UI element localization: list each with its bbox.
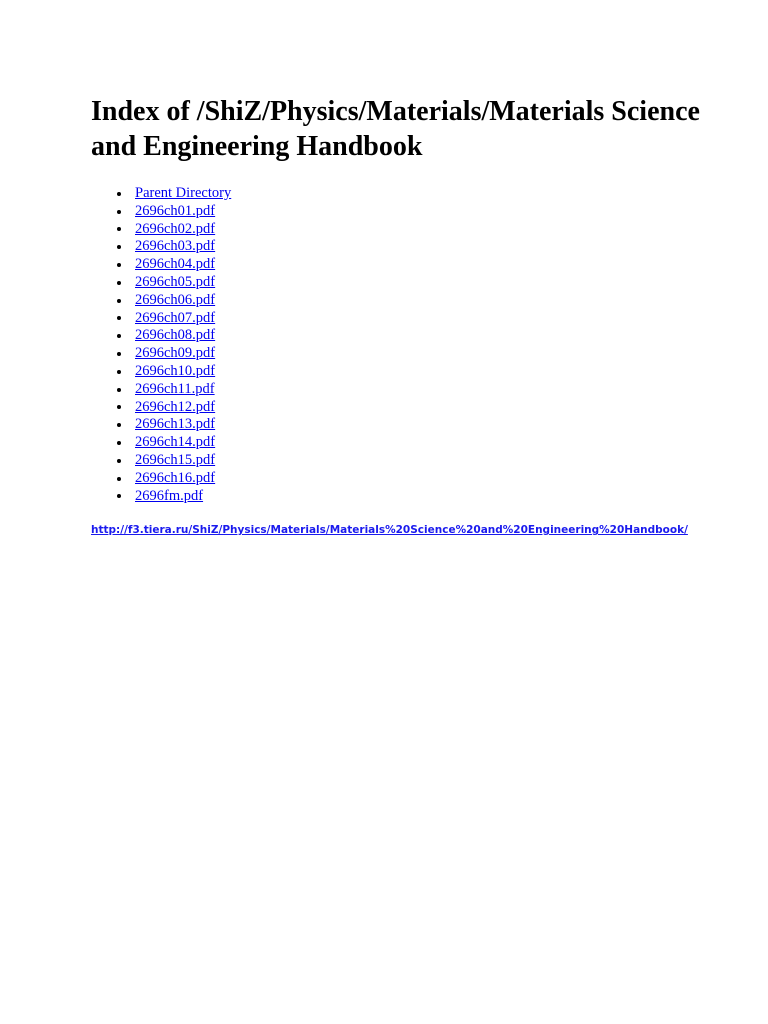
file-link[interactable]: 2696ch14.pdf: [135, 434, 216, 451]
source-url-line: [91, 523, 731, 537]
file-link[interactable]: 2696ch03.pdf: [135, 238, 216, 255]
file-link[interactable]: 2696ch04.pdf: [135, 256, 216, 273]
file-link[interactable]: 2696ch16.pdf: [135, 469, 216, 486]
list-item: [91, 292, 731, 310]
bullet-icon: [115, 363, 123, 381]
list-item: [91, 434, 731, 452]
bullet-icon: [115, 221, 123, 239]
file-link[interactable]: 2696fm.pdf: [135, 487, 204, 504]
list-item: [91, 310, 731, 328]
bullet-icon: [115, 327, 123, 345]
bullet-icon: [115, 274, 123, 292]
bullet-icon: [115, 381, 123, 399]
file-list: [91, 185, 731, 505]
directory-index-page: [91, 94, 731, 537]
bullet-icon: [115, 399, 123, 417]
list-item: [91, 416, 731, 434]
bullet-icon: [115, 434, 123, 452]
list-item: [91, 399, 731, 417]
parent-directory-link[interactable]: Parent Directory: [135, 185, 232, 201]
file-link[interactable]: 2696ch10.pdf: [135, 362, 216, 379]
list-item: [91, 185, 731, 203]
file-link[interactable]: 2696ch07.pdf: [135, 309, 216, 326]
list-item: [91, 488, 731, 506]
list-item: [91, 274, 731, 292]
page-title: Index of /ShiZ/Physics/Materials/Materials Science and Engineering Handbook: [91, 96, 700, 162]
file-link[interactable]: 2696ch13.pdf: [135, 416, 216, 433]
list-item: [91, 470, 731, 488]
bullet-icon: [115, 416, 123, 434]
file-link[interactable]: 2696ch15.pdf: [135, 451, 216, 468]
bullet-icon: [115, 185, 123, 203]
file-link[interactable]: 2696ch09.pdf: [135, 345, 216, 362]
list-item: [91, 381, 731, 399]
bullet-icon: [115, 238, 123, 256]
bullet-icon: [115, 488, 123, 506]
source-url-link[interactable]: http://f3.tiera.ru/ShiZ/Physics/Materials/Materials%20Science%20and%20Engineering%20Handbook/: [91, 524, 688, 537]
list-item: [91, 221, 731, 239]
file-link[interactable]: 2696ch12.pdf: [135, 398, 216, 415]
bullet-icon: [115, 256, 123, 274]
bullet-icon: [115, 292, 123, 310]
list-item: [91, 327, 731, 345]
file-link[interactable]: 2696ch06.pdf: [135, 291, 216, 308]
list-item: [91, 345, 731, 363]
bullet-icon: [115, 203, 123, 221]
list-item: [91, 452, 731, 470]
list-item: [91, 256, 731, 274]
list-item: [91, 238, 731, 256]
file-link[interactable]: 2696ch02.pdf: [135, 220, 216, 237]
file-link[interactable]: 2696ch08.pdf: [135, 327, 216, 344]
bullet-icon: [115, 310, 123, 328]
list-item: [91, 363, 731, 381]
bullet-icon: [115, 345, 123, 363]
bullet-icon: [115, 470, 123, 488]
file-link[interactable]: 2696ch05.pdf: [135, 273, 216, 290]
bullet-icon: [115, 452, 123, 470]
list-item: [91, 203, 731, 221]
file-link[interactable]: 2696ch11.pdf: [135, 380, 215, 397]
file-link[interactable]: 2696ch01.pdf: [135, 202, 216, 219]
